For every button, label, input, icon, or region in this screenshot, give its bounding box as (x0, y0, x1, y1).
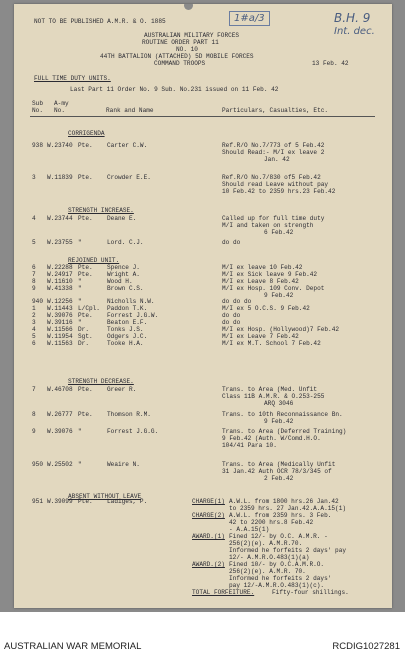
entry-army-no: W.23744 (47, 215, 73, 222)
entry-name: Beaton E.F. (107, 319, 148, 326)
entry-army-no: W.39076 (47, 428, 73, 435)
entry-army-no: W.26777 (47, 411, 73, 418)
awol-text: to 2359 hrs. 27 Jan.42.A.A.15(1) (229, 505, 347, 512)
entry-sub-no: 8 (32, 278, 36, 285)
entry-particulars-line: M/I ex Leave 7 Feb.42 (222, 333, 299, 340)
entry-sub-no: 7 (32, 386, 36, 393)
entry-name: Ladiges, P. (107, 498, 148, 505)
entry-sub-no: 8 (32, 411, 36, 418)
entry-particulars-line: Should read Leave without pay (222, 181, 329, 188)
entry-sub-no: 940 (32, 298, 43, 305)
entry-army-no: W.11610 (47, 278, 73, 285)
entry-particulars-line: 31 Jan.42 Auth OCR 78/3/345 of (222, 468, 332, 475)
awol-text: A.W.L. from 2359 hrs. 3 Feb. (229, 512, 332, 519)
entry-army-no: W.11839 (47, 174, 73, 181)
entry-particulars-line: do do do (222, 298, 252, 305)
section-rejoined-unit: REJOINED UNIT. (68, 257, 120, 264)
entry-sub-no: 4 (32, 215, 36, 222)
entry-particulars-line: Class 11B A.M.R. & O.253-255 (222, 393, 325, 400)
entry-army-no: W.11443 (47, 305, 73, 312)
entry-rank: Pte. (78, 386, 93, 393)
awol-text: pay 12/-A.M.R.O.483(1)(c). (229, 582, 325, 589)
entry-rank: " (78, 239, 82, 246)
section-corrigenda: CORRIGENDA (68, 130, 105, 137)
entry-particulars-line: do do (222, 319, 241, 326)
handwritten-box-line-1: B.H. 9 (334, 11, 371, 25)
entry-sub-no: 938 (32, 142, 43, 149)
entry-rank: " (78, 298, 82, 305)
entry-particulars-line: Trans. to Area (Medically Unfit (222, 461, 336, 468)
entry-sub-no: 4 (32, 326, 36, 333)
battalion-title: 44TH BATTALION (ATTACHED) 5D MOBILE FORCES (100, 53, 254, 60)
entry-name: Forrest J.G.G. (107, 428, 159, 435)
entry-army-no: W.23755 (47, 239, 73, 246)
section-absent-without-leave: ABSENT WITHOUT LEAVE (68, 493, 142, 500)
entry-rank: " (78, 278, 82, 285)
entry-rank: Dr. (78, 326, 89, 333)
awol-label: CHARGE(1) (192, 498, 225, 505)
entry-particulars-line: ARQ 3046 (264, 400, 294, 407)
entry-particulars-line: Trans. to 10th Reconnaissance Bn. (222, 411, 343, 418)
entry-sub-no: 950 (32, 461, 43, 468)
entry-sub-no: 5 (32, 333, 36, 340)
entry-name: Weaire N. (107, 461, 140, 468)
entry-particulars-line: Ref.R/O No.7/773 of 5 Feb.42 (222, 142, 325, 149)
entry-rank: Pte. (78, 215, 93, 222)
entry-sub-no: 1 (32, 305, 36, 312)
full-time-duty-heading: FULL TIME DUTY UNITS. (34, 75, 111, 82)
awol-text: Fined 12/- by O.C. A.M.R. - (229, 533, 328, 540)
awol-label: TOTAL FORFEITURE. (192, 589, 255, 596)
entry-sub-no: 9 (32, 428, 36, 435)
handwritten-reference: 1#a/3 (229, 11, 270, 26)
order-date: 13 Feb. 42 (312, 60, 349, 67)
awol-label: AWARD.(2) (192, 561, 225, 568)
awol-text: 256(2)(e). A.M.R. 70. (229, 568, 306, 575)
awol-text: - A.A.15(1) (229, 526, 270, 533)
entry-rank: " (78, 319, 82, 326)
awol-text: Fined 10/- by O.C.A.M.R.O. (229, 561, 325, 568)
entry-rank: Pte. (78, 411, 93, 418)
entry-sub-no: 6 (32, 264, 36, 271)
entry-particulars-line: M/I ex 5 O.C.S. 9 Feb.42 (222, 305, 310, 312)
entry-particulars-line: 10 Feb.42 to 2359 hrs.23 Feb.42 (222, 188, 336, 195)
entry-army-no: W.23740 (47, 142, 73, 149)
entry-particulars-line: 2 Feb.42 (264, 475, 294, 482)
entry-army-no: W.12256 (47, 298, 73, 305)
entry-particulars-line: Ref.R/O No.7/830 of5 Feb.42 (222, 174, 321, 181)
awol-text: 256(2)(e). A.M.R.70. (229, 540, 303, 547)
entry-particulars-line: Jan. 42 (264, 156, 290, 163)
entry-rank: Dr. (78, 340, 89, 347)
entry-army-no: W.24917 (47, 271, 73, 278)
order-number: NO. 10 (176, 46, 198, 53)
last-part-note: Last Part 11 Order No. 9 Sub. No.231 issued on 11 Feb. 42 (70, 86, 279, 93)
entry-name: Thomson R.M. (107, 411, 151, 418)
entry-sub-no: 2 (32, 312, 36, 319)
order-title: ROUTINE ORDER PART 11 (142, 39, 219, 46)
entry-particulars-line: 9 Feb.42 (Auth. W/Comd.H.O. (222, 435, 321, 442)
entry-particulars-line: do do (222, 312, 241, 319)
col-army-no: A-my No. (54, 100, 69, 114)
col-sub-no: Sub No. (32, 100, 43, 114)
entry-particulars-line: 9 Feb.42 (264, 292, 294, 299)
header-rule (30, 116, 375, 117)
entry-name: Tooke H.A. (107, 340, 144, 347)
entry-particulars-line: M/I ex leave 10 Feb.42 (222, 264, 303, 271)
punch-hole (184, 4, 193, 10)
entry-sub-no: 6 (32, 340, 36, 347)
entry-name: Wood H. (107, 278, 133, 285)
entry-army-no: W.39076 (47, 312, 73, 319)
entry-army-no: W.46708 (47, 386, 73, 393)
entry-particulars-line: do do (222, 239, 241, 246)
org-title: AUSTRALIAN MILITARY FORCES (144, 32, 240, 39)
entry-army-no: W.25502 (47, 461, 73, 468)
entry-sub-no: 3 (32, 174, 36, 181)
awol-label: CHARGE(2) (192, 512, 225, 519)
entry-particulars-line: Called up for full time duty (222, 215, 325, 222)
entry-name: Brown C.S. (107, 285, 144, 292)
entry-army-no: W.22288 (47, 264, 73, 271)
entry-army-no: W.11954 (47, 333, 73, 340)
entry-name: Odgers J.C. (107, 333, 148, 340)
awol-label: AWARD.(1) (192, 533, 225, 540)
entry-particulars-line: M/I ex M.T. School 7 Feb.42 (222, 340, 321, 347)
entry-particulars-line: M/I ex Hosp. 109 Conv. Depot (222, 285, 325, 292)
entry-particulars-line: Trans. to Area (Med. Unfit (222, 386, 318, 393)
entry-name: Nicholls N.W. (107, 298, 155, 305)
entry-name: Lord. C.J. (107, 239, 144, 246)
entry-sub-no: 7 (32, 271, 36, 278)
entry-particulars-line: M/I ex Hosp. (Hollywood)7 Feb.42 (222, 326, 340, 333)
entry-particulars-line: M/I ex Leave 8 Feb.42 (222, 278, 299, 285)
awol-text: Informed he forfeits 2 days' (229, 575, 332, 582)
handwritten-box-line-2: Int. dec. (334, 26, 375, 37)
troops-title: COMMAND TROOPS (154, 60, 206, 67)
entry-name: Deane E. (107, 215, 137, 222)
entry-name: Wright A. (107, 271, 140, 278)
entry-rank: Pte. (78, 312, 93, 319)
entry-rank: Pte. (78, 498, 93, 505)
entry-rank: L/Cpl. (78, 305, 100, 312)
entry-name: Greer R. (107, 386, 137, 393)
awol-text: 12/- A.M.R.O.483(1)(a) (229, 554, 310, 561)
entry-name: Paddon T.K. (107, 305, 148, 312)
document-sheet (14, 4, 392, 608)
entry-particulars-line: 6 Feb.42 (264, 229, 294, 236)
section-strength-increase: STRENGTH INCREASE. (68, 207, 134, 214)
entry-particulars-line: Trans. to Area (Deferred Training) (222, 428, 347, 435)
entry-particulars-line: 104/41 Para 10. (222, 442, 277, 449)
entry-name: Tonks J.S. (107, 326, 144, 333)
entry-particulars-line: M/I ex Sick leave 9 Feb.42 (222, 271, 318, 278)
entry-rank: " (78, 285, 82, 292)
col-rank-name: Rank and Name (106, 107, 154, 114)
entry-army-no: W.39099 (47, 498, 73, 505)
entry-sub-no: 9 (32, 285, 36, 292)
entry-name: Spence J. (107, 264, 140, 271)
col-particulars: Particulars, Casualties, Etc. (222, 107, 329, 114)
awol-text: Fifty-four shillings. (272, 589, 349, 596)
entry-rank: " (78, 428, 82, 435)
entry-rank: Pte. (78, 264, 93, 271)
entry-rank: " (78, 461, 82, 468)
entry-name: Carter C.W. (107, 142, 148, 149)
entry-rank: Pte. (78, 174, 93, 181)
footer (0, 612, 405, 654)
not-published-note: NOT TO BE PUBLISHED A.M.R. & O. 1885 (34, 18, 166, 25)
awol-text: 42 to 2200 hrs.8 Feb.42 (229, 519, 314, 526)
entry-rank: Pte. (78, 142, 93, 149)
section-strength-decrease: STRENGTH DECREASE. (68, 378, 134, 385)
entry-particulars-line: 9 Feb.42 (264, 418, 294, 425)
entry-army-no: W.41338 (47, 285, 73, 292)
footer-reference: RCDIG1027281 (332, 641, 400, 652)
entry-rank: Sgt. (78, 333, 93, 340)
entry-rank: Pte. (78, 271, 93, 278)
awol-text: Informed he forfeits 2 days' pay (229, 547, 347, 554)
entry-army-no: W.11563 (47, 340, 73, 347)
footer-source: AUSTRALIAN WAR MEMORIAL (4, 641, 142, 652)
entry-name: Forrest J.G.W. (107, 312, 159, 319)
entry-name: Crowder E.E. (107, 174, 151, 181)
entry-particulars-line: Should Read:- M/I ex leave 2 (222, 149, 325, 156)
entry-army-no: W.11566 (47, 326, 73, 333)
entry-army-no: W.39116 (47, 319, 73, 326)
entry-sub-no: 951 (32, 498, 43, 505)
entry-particulars-line: M/I and taken on strength (222, 222, 314, 229)
awol-text: A.W.L. from 1800 hrs.26 Jan.42 (229, 498, 339, 505)
entry-sub-no: 3 (32, 319, 36, 326)
entry-sub-no: 5 (32, 239, 36, 246)
